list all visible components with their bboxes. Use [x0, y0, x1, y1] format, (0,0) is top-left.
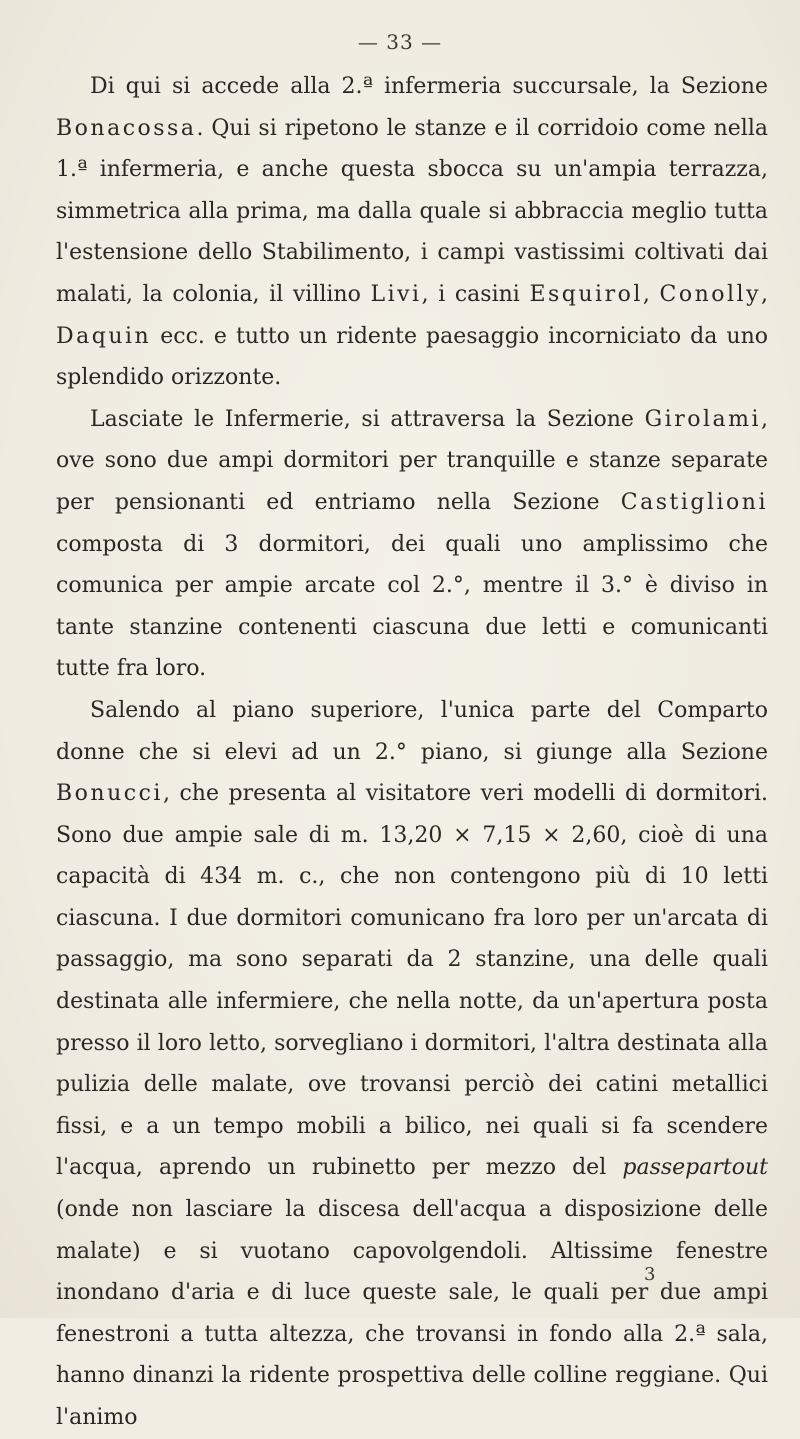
page-number: — 33 —	[357, 30, 443, 54]
text-run: ,	[761, 281, 769, 307]
text-run: . Qui si ripetono le stanze e il corridoio come nella 1.ª infermeria, e anche questa sbocca su un'ampia terrazza, simmetrica alla prima, ma dalla quale si abbraccia meglio tutta l'estensione dello Stabilimento, i campi vastissimi coltivati dai malati, la colonia, il villino	[56, 115, 768, 307]
body-text	[56, 66, 768, 1439]
paragraph	[56, 66, 768, 399]
text-run: Salendo al piano superiore, l'unica parte del Comparto donne che si elevi ad un 2.° piano, si giunge alla Sezione	[56, 697, 768, 765]
proper-name: Daquin	[56, 323, 152, 349]
text-run: ,	[642, 281, 660, 307]
text-run: (onde non lasciare la discesa dell'acqua a disposizione delle malate) e si vuotano capovolgendoli. Altissime fenestre inondano d'aria e di luce queste sale, le quali per due ampi fenestroni a tutta altezza, che trovansi in fondo alla 2.ª sala, hanno dinanzi la ridente prospettiva delle colline reggiane. Qui l'animo	[56, 1197, 768, 1430]
text-run: composta di 3 dormitori, dei quali uno amplissimo che comunica per ampie arcate col 2.°, mentre il 3.° è diviso in tante stanzine contenenti ciascuna due letti e comunicanti tutte fra loro.	[56, 531, 768, 682]
proper-name: Castiglioni	[620, 489, 768, 515]
proper-name: Bonacossa	[56, 115, 197, 141]
text-run: , i casini	[421, 281, 530, 307]
proper-name: Conolly	[659, 281, 762, 307]
italic-term: passepartout	[622, 1155, 768, 1181]
paragraph	[56, 690, 768, 1439]
signature-mark: 3	[644, 1264, 656, 1285]
text-run: Lasciate le Infermerie, si attraversa la Sezione	[90, 406, 645, 432]
text-run: ecc. e tutto un ridente paesaggio incorniciato da uno splendido orizzonte.	[56, 323, 768, 391]
paragraph	[56, 399, 768, 690]
proper-name: Bonucci	[56, 781, 163, 807]
text-run: , che presenta al visitatore veri modelli di dormitori. Sono due ampie sale di m. 13,20 × 7,15 × 2,60, cioè di una capacità di 434 m. c., che non contengono più di 10 letti ciascuna. I due dormitori comunicano fra loro per un'arcata di passaggio, ma sono separati da 2 stanzine, una delle quali destinata alle infermiere, che nella notte, da un'apertura posta presso il loro letto, sorvegliano i dormitori, l'altra destinata alla pulizia delle malate, ove trovansi perciò dei catini metallici fissi, e a un tempo mobili a bilico, nei quali si fa scendere l'acqua, aprendo un rubinetto per mezzo del	[56, 781, 768, 1181]
proper-name: Livi	[370, 281, 422, 307]
text-run: , ove sono due ampi dormitori per tranquille e stanze separate per pensionanti ed entriamo nella Sezione	[56, 406, 768, 515]
proper-name: Esquirol	[529, 281, 643, 307]
proper-name: Girolami	[644, 406, 761, 432]
text-run: Di qui si accede alla 2.ª infermeria succursale, la Sezione	[90, 74, 768, 99]
